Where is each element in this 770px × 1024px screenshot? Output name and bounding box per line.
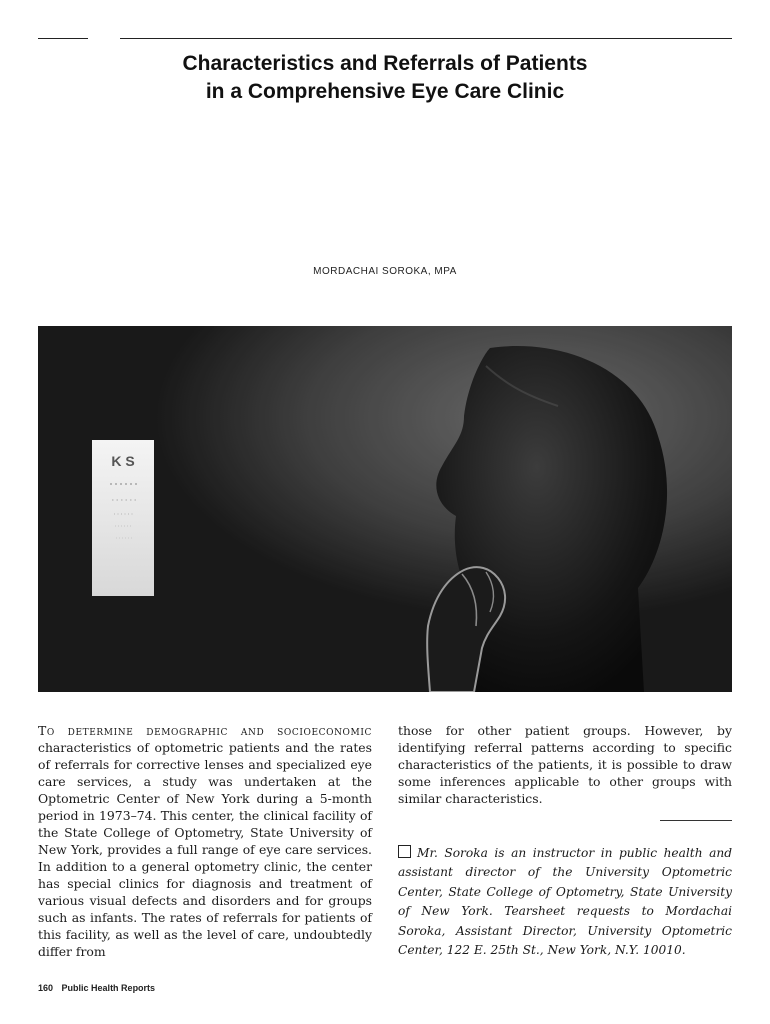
top-rule-right [120, 38, 732, 39]
top-rule-left [38, 38, 88, 39]
body-column-left [38, 722, 372, 960]
note-box-icon [398, 845, 411, 858]
body-text-col1: characteristics of optometric patients and the rates of referrals for corrective lenses and specialized eye care services, a study was undertaken at the Optometric Center of New York during a 5-month period in 1973–74. This center, the clinical facility of the State College of Optometry, State University of New York, provides a full range of eye care services. In addition to a general optometry clinic, the center has special clinics for diagnosis and treatment of various visual defects and disorders and for groups such as infants. The rates of referrals for patients of this facility, as well as the level of care, undoubtedly differ from [38, 740, 372, 959]
eye-chart-letters: K S [111, 453, 135, 469]
title-line-2: in a Comprehensive Eye Care Clinic [205, 80, 565, 103]
title-line-1: Characteristics and Referrals of Patients [182, 52, 588, 75]
photo-illustration [38, 326, 732, 692]
eye-chart [92, 440, 154, 596]
author-note-text: Mr. Soroka is an instructor in public health and assistant director of the University Optometric Center, State College of Optometry, State University of New York. Tearsheet requests to Mordachai Soroka, Assistant Director, University Optometric Center, 122 E. 25th St., New York, N.Y. 10010. [398, 846, 732, 958]
body-column-right [398, 722, 732, 807]
author-note [398, 844, 732, 960]
page-footer [38, 983, 155, 993]
page-number: 160 [38, 983, 54, 993]
body-text-col2: those for other patient groups. However, by identifying referral patterns according to specific characteristics of the patients, it is possible to draw some inferences applicable to other groups with similar characteristics. [398, 723, 732, 806]
article-title [0, 50, 770, 106]
article-photo [38, 326, 732, 692]
author-byline: MORDACHAI SOROKA, MPA [313, 266, 457, 277]
journal-name: Public Health Reports [61, 983, 156, 993]
lead-in: To determine demographic and socioeconomic [38, 723, 372, 738]
note-separator-rule [660, 820, 732, 821]
